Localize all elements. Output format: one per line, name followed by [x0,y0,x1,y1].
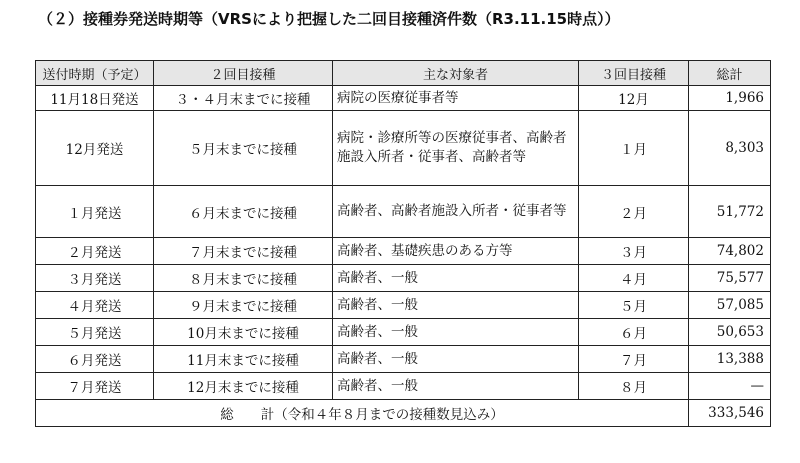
section-heading: （２）接種券発送時期等（VRSにより把握した二回目接種済件数（R3.11.15時点）） [38,10,620,28]
table-row [36,186,771,238]
cell-third-dose: ２月 [579,186,689,238]
cell-main-target: 高齢者、一般 [333,373,579,400]
cell-second-dose: 10月末までに接種 [154,319,333,346]
cell-total: 51,772 [689,186,771,238]
cell-third-dose: ４月 [579,265,689,292]
cell-total: 13,388 [689,346,771,373]
cell-second-dose: 12月末までに接種 [154,373,333,400]
cell-send-period: １月発送 [36,186,154,238]
cell-third-dose: ５月 [579,292,689,319]
summary-label: 総 計（令和４年８月までの接種数見込み） [36,400,689,427]
cell-send-period: ５月発送 [36,319,154,346]
cell-send-period: ２月発送 [36,238,154,265]
cell-second-dose: ８月末までに接種 [154,265,333,292]
header-send-period: 送付時期（予定） [36,61,154,86]
cell-total: — [689,373,771,400]
table-row [36,319,771,346]
cell-main-target: 病院・診療所等の医療従事者、高齢者施設入所者・従事者、高齢者等 [333,111,579,186]
cell-total: 75,577 [689,265,771,292]
header-second-dose: ２回目接種 [154,61,333,86]
cell-third-dose: ６月 [579,319,689,346]
cell-second-dose: ５月末までに接種 [154,111,333,186]
cell-main-target: 高齢者、高齢者施設入所者・従事者等 [333,186,579,238]
vaccination-schedule-table [35,60,771,427]
header-main-target: 主な対象者 [333,61,579,86]
cell-main-target: 病院の医療従事者等 [333,86,579,111]
cell-third-dose: ８月 [579,373,689,400]
cell-send-period: 12月発送 [36,111,154,186]
cell-total: 50,653 [689,319,771,346]
cell-send-period: ４月発送 [36,292,154,319]
cell-second-dose: ７月末までに接種 [154,238,333,265]
cell-total: 57,085 [689,292,771,319]
table-row [36,373,771,400]
table-header-row [36,61,771,86]
cell-send-period: 11月18日発送 [36,86,154,111]
cell-second-dose: ３・４月末までに接種 [154,86,333,111]
summary-row [36,400,771,427]
summary-total: 333,546 [689,400,771,427]
table-row [36,346,771,373]
cell-second-dose: 11月末までに接種 [154,346,333,373]
header-third-dose: ３回目接種 [579,61,689,86]
cell-main-target: 高齢者、基礎疾患のある方等 [333,238,579,265]
cell-third-dose: ３月 [579,238,689,265]
table-row [36,238,771,265]
table-row [36,86,771,111]
header-total: 総計 [689,61,771,86]
cell-total: 74,802 [689,238,771,265]
cell-send-period: ６月発送 [36,346,154,373]
cell-send-period: ３月発送 [36,265,154,292]
table-row [36,292,771,319]
cell-second-dose: ６月末までに接種 [154,186,333,238]
cell-total: 1,966 [689,86,771,111]
table-row [36,265,771,292]
cell-main-target: 高齢者、一般 [333,346,579,373]
cell-third-dose: 12月 [579,86,689,111]
cell-main-target: 高齢者、一般 [333,292,579,319]
cell-third-dose: １月 [579,111,689,186]
cell-second-dose: ９月末までに接種 [154,292,333,319]
cell-send-period: ７月発送 [36,373,154,400]
table-row [36,111,771,186]
cell-third-dose: ７月 [579,346,689,373]
cell-total: 8,303 [689,111,771,186]
cell-main-target: 高齢者、一般 [333,265,579,292]
cell-main-target: 高齢者、一般 [333,319,579,346]
